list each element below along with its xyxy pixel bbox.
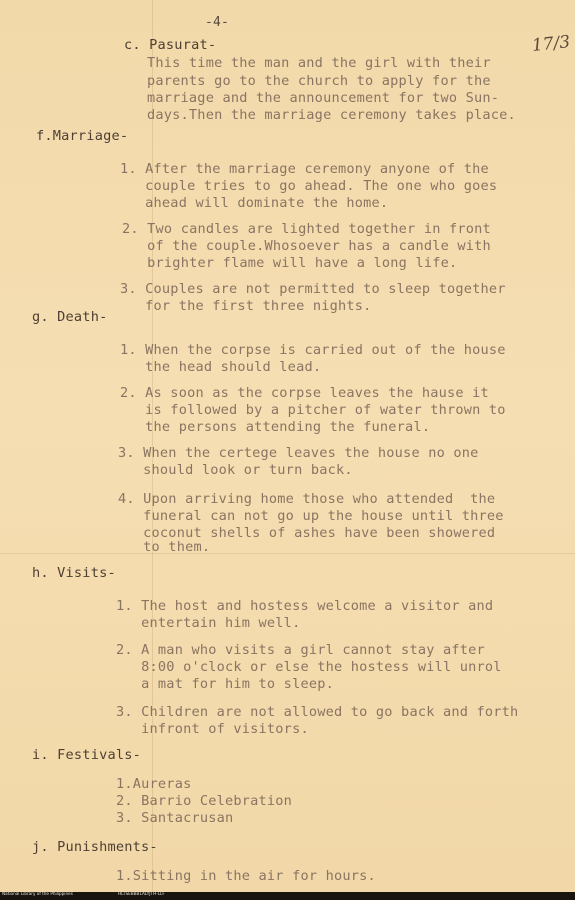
death-item-line: 4. Upon arriving home those who attended the xyxy=(118,491,496,507)
visits-item-line: 8:00 o'clock or else the hostess will unrol xyxy=(116,659,502,675)
marriage-item-line: 2. Two candles are lighted together in front xyxy=(122,221,491,237)
death-item-line: 1. When the corpse is carried out of the house xyxy=(120,342,506,358)
marriage-item-line: 1. After the marriage ceremony anyone of the xyxy=(120,161,489,177)
section-heading-festivals: i. Festivals- xyxy=(32,747,141,763)
marriage-item-line: couple tries to go ahead. The one who goes xyxy=(120,178,498,194)
pasurat-line: This time the man and the girl with their xyxy=(147,55,491,71)
page-number: -4- xyxy=(205,15,230,30)
pasurat-line: days.Then the marriage ceremony takes place. xyxy=(147,107,516,123)
section-heading-pasurat: c. Pasurat- xyxy=(124,37,217,53)
footer-code: HLTSEBBB1ALYJTH-LLF xyxy=(118,891,165,896)
death-item-line: the head should lead. xyxy=(120,359,322,375)
death-item-line: 2. As soon as the corpse leaves the hause it xyxy=(120,385,489,401)
section-heading-death: g. Death- xyxy=(32,309,108,325)
section-heading-punishments: j. Punishments- xyxy=(32,839,158,855)
visits-item-line: infront of visitors. xyxy=(116,721,309,737)
visits-item-line: a mat for him to sleep. xyxy=(116,676,334,692)
death-item-line: is followed by a pitcher of water thrown to xyxy=(120,402,506,418)
marriage-item-line: for the first three nights. xyxy=(120,298,372,314)
marriage-item-line: 3. Couples are not permitted to sleep together xyxy=(120,281,506,297)
marriage-item-line: of the couple.Whosoever has a candle with xyxy=(122,238,491,254)
pasurat-line: parents go to the church to apply for the xyxy=(147,73,491,89)
visits-item-line: entertain him well. xyxy=(116,615,301,631)
footer-source: National Library of the Philippines xyxy=(2,891,73,896)
paper-fold xyxy=(0,553,575,554)
marriage-item-line: brighter flame will have a long life. xyxy=(122,255,458,271)
marriage-item-line: ahead will dominate the home. xyxy=(120,195,389,211)
handwritten-mark: 17/3 xyxy=(531,32,572,56)
festival-item: 3. Santacrusan xyxy=(116,810,234,826)
death-item-line: to them. xyxy=(118,539,211,555)
festival-item: 2. Barrio Celebration xyxy=(116,793,293,809)
punishment-item: 1.Sitting in the air for hours. xyxy=(116,868,376,884)
death-item-line: coconut shells of ashes have been showered xyxy=(118,525,496,541)
visits-item-line: 2. A man who visits a girl cannot stay after xyxy=(116,642,485,658)
death-item-line: funeral can not go up the house until three xyxy=(118,508,504,524)
section-heading-marriage: f.Marriage- xyxy=(36,128,129,144)
pasurat-line: marriage and the announcement for two Sun- xyxy=(147,90,500,106)
death-item-line: 3. When the certege leaves the house no one xyxy=(118,445,479,461)
death-item-line: should look or turn back. xyxy=(118,462,353,478)
death-item-line: the persons attending the funeral. xyxy=(120,419,431,435)
festival-item: 1.Aureras xyxy=(116,776,192,792)
visits-item-line: 3. Children are not allowed to go back and forth xyxy=(116,704,519,720)
visits-item-line: 1. The host and hostess welcome a visitor and xyxy=(116,598,494,614)
archive-footer xyxy=(0,892,575,900)
section-heading-visits: h. Visits- xyxy=(32,565,116,581)
